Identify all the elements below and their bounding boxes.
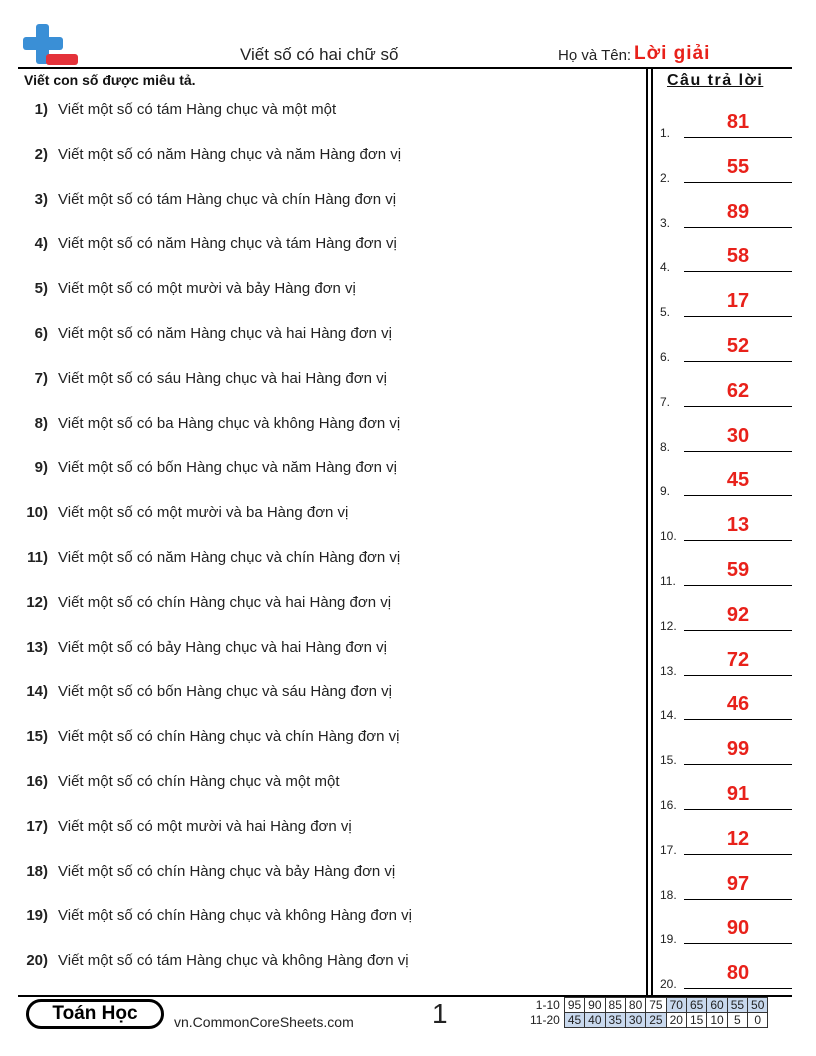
answer-number: 13. bbox=[660, 663, 677, 678]
question-number: 7) bbox=[34, 369, 48, 387]
name-value: Lời giải bbox=[634, 43, 711, 64]
question-text: Viết một số có bảy Hàng chục và hai Hàng đơn vị bbox=[58, 638, 387, 656]
answer-number: 16. bbox=[660, 798, 677, 812]
question-text: Viết một số có chín Hàng chục và chín Hàng đơn vị bbox=[58, 728, 400, 746]
answer-value: 12 bbox=[726, 827, 750, 850]
answer-column-divider bbox=[646, 69, 648, 995]
answer-value: 91 bbox=[726, 783, 750, 805]
answer-number: 6. bbox=[660, 350, 671, 364]
question-text: Viết một số có một mười và ba Hàng đơn vị bbox=[58, 504, 349, 522]
question-number: 15) bbox=[26, 728, 48, 746]
question-item bbox=[0, 818, 640, 840]
answer-line bbox=[684, 137, 792, 138]
answer-value: 92 bbox=[726, 603, 750, 626]
answer-line bbox=[684, 764, 792, 765]
answer-number: 4. bbox=[660, 260, 671, 275]
score-cell: 90 bbox=[585, 998, 605, 1013]
question-text: Viết một số có bốn Hàng chục và sáu Hàng đơn vị bbox=[58, 683, 392, 701]
question-number: 10) bbox=[26, 504, 48, 522]
answer-item bbox=[660, 334, 800, 364]
answer-item bbox=[660, 648, 800, 678]
score-table bbox=[527, 997, 768, 1028]
answer-item bbox=[660, 110, 800, 140]
answer-line bbox=[684, 809, 792, 810]
answer-number: 2. bbox=[660, 170, 671, 185]
score-cell: 60 bbox=[707, 998, 727, 1013]
question-item bbox=[0, 370, 640, 392]
answer-number: 1. bbox=[660, 126, 671, 140]
answer-item bbox=[660, 872, 800, 902]
answer-value: 58 bbox=[726, 245, 750, 268]
answer-number: 18. bbox=[660, 887, 677, 902]
question-number: 6) bbox=[34, 325, 48, 342]
question-item bbox=[0, 415, 640, 437]
instructions: Viết con số được miêu tả. bbox=[24, 72, 196, 88]
question-number: 18) bbox=[26, 862, 48, 880]
answer-line bbox=[684, 854, 792, 855]
question-text: Viết một số có bốn Hàng chục và năm Hàng đơn vị bbox=[58, 459, 397, 477]
answer-number: 19. bbox=[660, 932, 677, 947]
score-cell: 45 bbox=[564, 1013, 584, 1028]
answer-item bbox=[660, 827, 800, 857]
answer-value: 62 bbox=[726, 379, 750, 402]
score-row bbox=[527, 1013, 768, 1028]
answer-number: 12. bbox=[660, 618, 677, 633]
score-row-label: 1-10 bbox=[535, 998, 560, 1012]
answer-line bbox=[684, 316, 792, 317]
answer-line bbox=[684, 495, 792, 496]
answer-value: 80 bbox=[726, 962, 750, 985]
question-number: 12) bbox=[26, 593, 48, 611]
answer-line bbox=[684, 943, 792, 944]
question-item bbox=[0, 952, 640, 974]
answer-line bbox=[684, 406, 792, 407]
question-number: 2) bbox=[34, 145, 48, 163]
answer-line bbox=[684, 540, 792, 541]
answer-value: 13 bbox=[726, 514, 750, 537]
answer-value: 59 bbox=[726, 559, 750, 581]
page-number: 1 bbox=[432, 998, 448, 1029]
answer-item bbox=[660, 155, 800, 185]
question-number: 3) bbox=[34, 190, 48, 208]
question-number: 11) bbox=[27, 549, 48, 566]
question-text: Viết một số có ba Hàng chục và không Hàng đơn vị bbox=[58, 414, 401, 432]
question-text: Viết một số có năm Hàng chục và tám Hàng đơn vị bbox=[58, 235, 397, 253]
answer-number: 10. bbox=[660, 529, 677, 544]
answer-item bbox=[660, 468, 800, 498]
answer-line bbox=[684, 899, 792, 900]
score-row bbox=[527, 998, 768, 1013]
answer-value: 89 bbox=[726, 200, 750, 223]
question-text: Viết một số có chín Hàng chục và hai Hàng đơn vị bbox=[58, 593, 392, 611]
score-cell: 30 bbox=[625, 1013, 645, 1028]
question-item bbox=[0, 639, 640, 661]
question-number: 14) bbox=[26, 683, 48, 701]
answer-line bbox=[684, 675, 792, 676]
answer-line bbox=[684, 719, 792, 720]
question-number: 9) bbox=[34, 459, 48, 477]
answer-item bbox=[660, 737, 800, 767]
answer-value: 90 bbox=[726, 917, 750, 940]
answer-value: 99 bbox=[726, 738, 750, 761]
page-title: Viết số có hai chữ số bbox=[240, 45, 399, 64]
question-number: 19) bbox=[26, 907, 48, 925]
score-cell: 0 bbox=[748, 1013, 768, 1028]
question-text: Viết một số có tám Hàng chục và chín Hàng đơn vị bbox=[58, 190, 397, 208]
answer-item bbox=[660, 289, 800, 319]
question-text: Viết một số có một mười và hai Hàng đơn vị bbox=[58, 817, 352, 835]
answer-number: 20. bbox=[660, 977, 677, 992]
question-number: 4) bbox=[34, 235, 48, 253]
answer-value: 97 bbox=[726, 872, 750, 895]
question-text: Viết một số có chín Hàng chục và một một bbox=[58, 773, 340, 790]
question-text: Viết một số có chín Hàng chục và không Hàng đơn vị bbox=[58, 907, 412, 925]
question-number: 16) bbox=[26, 773, 48, 790]
score-cell: 5 bbox=[727, 1013, 747, 1028]
question-item bbox=[0, 683, 640, 705]
question-text: Viết một số có năm Hàng chục và chín Hàng đơn vị bbox=[58, 549, 401, 566]
answer-line bbox=[684, 451, 792, 452]
answer-number: 17. bbox=[660, 842, 677, 857]
question-item bbox=[0, 728, 640, 750]
score-cell: 20 bbox=[666, 1013, 686, 1028]
answer-value: 72 bbox=[726, 648, 750, 671]
answer-number: 9. bbox=[660, 484, 671, 499]
question-number: 17) bbox=[26, 817, 48, 835]
question-item bbox=[0, 504, 640, 526]
answer-item bbox=[660, 603, 800, 633]
answer-value: 46 bbox=[726, 693, 750, 716]
question-text: Viết một số có một mười và bảy Hàng đơn vị bbox=[58, 280, 356, 298]
question-item bbox=[0, 773, 640, 795]
question-item bbox=[0, 907, 640, 929]
answer-number: 5. bbox=[660, 305, 671, 320]
question-text: Viết một số có chín Hàng chục và bảy Hàng đơn vị bbox=[58, 862, 396, 880]
question-number: 8) bbox=[34, 414, 48, 432]
question-text: Viết một số có tám Hàng chục và một một bbox=[58, 101, 337, 118]
score-row-label: 11-20 bbox=[530, 1013, 560, 1027]
score-cell: 25 bbox=[646, 1013, 666, 1028]
answer-number: 8. bbox=[660, 439, 671, 454]
answers-title: Câu trả lời bbox=[667, 72, 764, 89]
site-url: vn.CommonCoreSheets.com bbox=[174, 1014, 354, 1030]
score-cell: 75 bbox=[646, 998, 666, 1013]
score-cell: 80 bbox=[625, 998, 645, 1013]
score-cell: 65 bbox=[686, 998, 706, 1013]
question-item bbox=[0, 191, 640, 213]
question-text: Viết một số có sáu Hàng chục và hai Hàng đơn vị bbox=[58, 369, 387, 387]
question-item bbox=[0, 863, 640, 885]
score-cell: 35 bbox=[605, 1013, 625, 1028]
header-divider bbox=[18, 67, 792, 69]
answer-item bbox=[660, 200, 800, 230]
answer-number: 3. bbox=[660, 215, 671, 230]
question-item bbox=[0, 146, 640, 168]
score-cell: 95 bbox=[564, 998, 584, 1013]
question-number: 13) bbox=[26, 638, 48, 656]
answer-line bbox=[684, 361, 792, 362]
question-number: 20) bbox=[26, 952, 48, 970]
answer-number: 15. bbox=[660, 753, 677, 768]
answer-number: 11. bbox=[660, 574, 676, 588]
answer-column-divider-inner bbox=[651, 69, 653, 995]
answer-item bbox=[660, 244, 800, 274]
score-cell: 15 bbox=[686, 1013, 706, 1028]
question-item bbox=[0, 594, 640, 616]
answer-item bbox=[660, 916, 800, 946]
answer-value: 45 bbox=[726, 469, 750, 492]
answer-item bbox=[660, 782, 800, 812]
score-cell: 70 bbox=[666, 998, 686, 1013]
brand-badge: Toán Học bbox=[26, 999, 164, 1029]
question-item bbox=[0, 325, 640, 347]
answer-value: 30 bbox=[726, 424, 750, 447]
question-item bbox=[0, 549, 640, 571]
question-item bbox=[0, 235, 640, 257]
answer-line bbox=[684, 585, 792, 586]
score-cell: 10 bbox=[707, 1013, 727, 1028]
answer-value: 52 bbox=[726, 335, 750, 357]
answer-item bbox=[660, 961, 800, 991]
score-cell: 50 bbox=[748, 998, 768, 1013]
answer-line bbox=[684, 988, 792, 989]
answer-line bbox=[684, 271, 792, 272]
question-text: Viết một số có tám Hàng chục và không Hàng đơn vị bbox=[58, 952, 409, 970]
score-cell: 85 bbox=[605, 998, 625, 1013]
question-text: Viết một số có năm Hàng chục và hai Hàng đơn vị bbox=[58, 325, 392, 342]
question-item bbox=[0, 459, 640, 481]
answer-item bbox=[660, 513, 800, 543]
name-label: Họ và Tên: bbox=[558, 47, 632, 64]
answer-number: 14. bbox=[660, 708, 677, 723]
question-item bbox=[0, 101, 640, 123]
question-item bbox=[0, 280, 640, 302]
answer-value: 55 bbox=[726, 155, 750, 178]
answer-value: 81 bbox=[726, 111, 750, 133]
score-cell: 55 bbox=[727, 998, 747, 1013]
answer-number: 7. bbox=[660, 394, 671, 409]
answer-item bbox=[660, 379, 800, 409]
answer-item bbox=[660, 558, 800, 588]
answer-line bbox=[684, 630, 792, 631]
plus-minus-logo-icon bbox=[22, 24, 80, 68]
answer-line bbox=[684, 227, 792, 228]
question-text: Viết một số có năm Hàng chục và năm Hàng đơn vị bbox=[58, 145, 402, 163]
answer-item bbox=[660, 424, 800, 454]
answer-value: 17 bbox=[726, 290, 750, 313]
answer-item bbox=[660, 692, 800, 722]
answer-line bbox=[684, 182, 792, 183]
question-number: 5) bbox=[34, 280, 48, 298]
score-cell: 40 bbox=[585, 1013, 605, 1028]
question-number: 1) bbox=[34, 101, 48, 118]
